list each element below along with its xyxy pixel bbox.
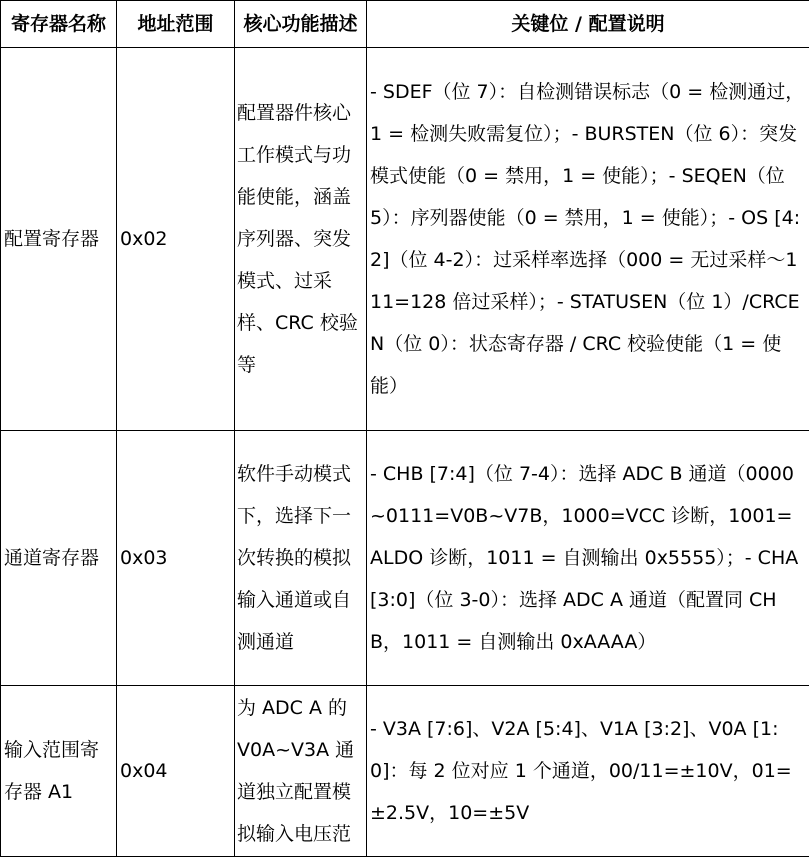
function-cell: 配置器件核心工作模式与功能使能，涵盖序列器、突发模式、过采样、CRC 校验等 xyxy=(235,48,367,431)
register-name-cell: 通道寄存器 xyxy=(1,431,117,686)
table-header-row xyxy=(1,1,809,48)
description-cell: - CHB [7:4]（位 7-4）：选择 ADC B 通道（0000~0111=V0B~V7B，1000=VCC 诊断，1001=ALDO 诊断，1011 = 自测输出 0x5555）；- CHA [3:0]（位 3-0）：选择 ADC A 通道（配置同 CHB，1011 = 自测输出 0xAAAA） xyxy=(367,431,809,686)
table-row xyxy=(1,431,809,686)
description-cell: - V3A [7:6]、V2A [5:4]、V1A [3:2]、V0A [1:0]：每 2 位对应 1 个通道，00/11=±10V，01=±2.5V，10=±5V xyxy=(367,686,809,857)
description-cell: - SDEF（位 7）：自检测错误标志（0 = 检测通过，1 = 检测失败需复位）；- BURSTEN（位 6）：突发模式使能（0 = 禁用，1 = 使能）；- SEQEN（位 5）：序列器使能（0 = 禁用，1 = 使能）；- OS [4:2]（位 4-2）：过采样率选择（000 = 无过采样～111=128 倍过采样）；- STATUSEN（位 1）/CRCEN（位 0）：状态寄存器 / CRC 校验使能（1 = 使能） xyxy=(367,48,809,431)
header-key-bits: 关键位 / 配置说明 xyxy=(367,1,809,48)
address-cell: 0x04 xyxy=(117,686,235,857)
table-row xyxy=(1,686,809,857)
address-cell: 0x02 xyxy=(117,48,235,431)
register-name-cell: 输入范围寄存器 A1 xyxy=(1,686,117,857)
function-cell: 为 ADC A 的 V0A~V3A 通道独立配置模拟输入电压范 xyxy=(235,686,367,857)
table-row xyxy=(1,48,809,431)
header-register-name: 寄存器名称 xyxy=(1,1,117,48)
function-cell: 软件手动模式下，选择下一次转换的模拟输入通道或自测通道 xyxy=(235,431,367,686)
header-core-function: 核心功能描述 xyxy=(235,1,367,48)
address-cell: 0x03 xyxy=(117,431,235,686)
header-address-range: 地址范围 xyxy=(117,1,235,48)
register-name-cell: 配置寄存器 xyxy=(1,48,117,431)
